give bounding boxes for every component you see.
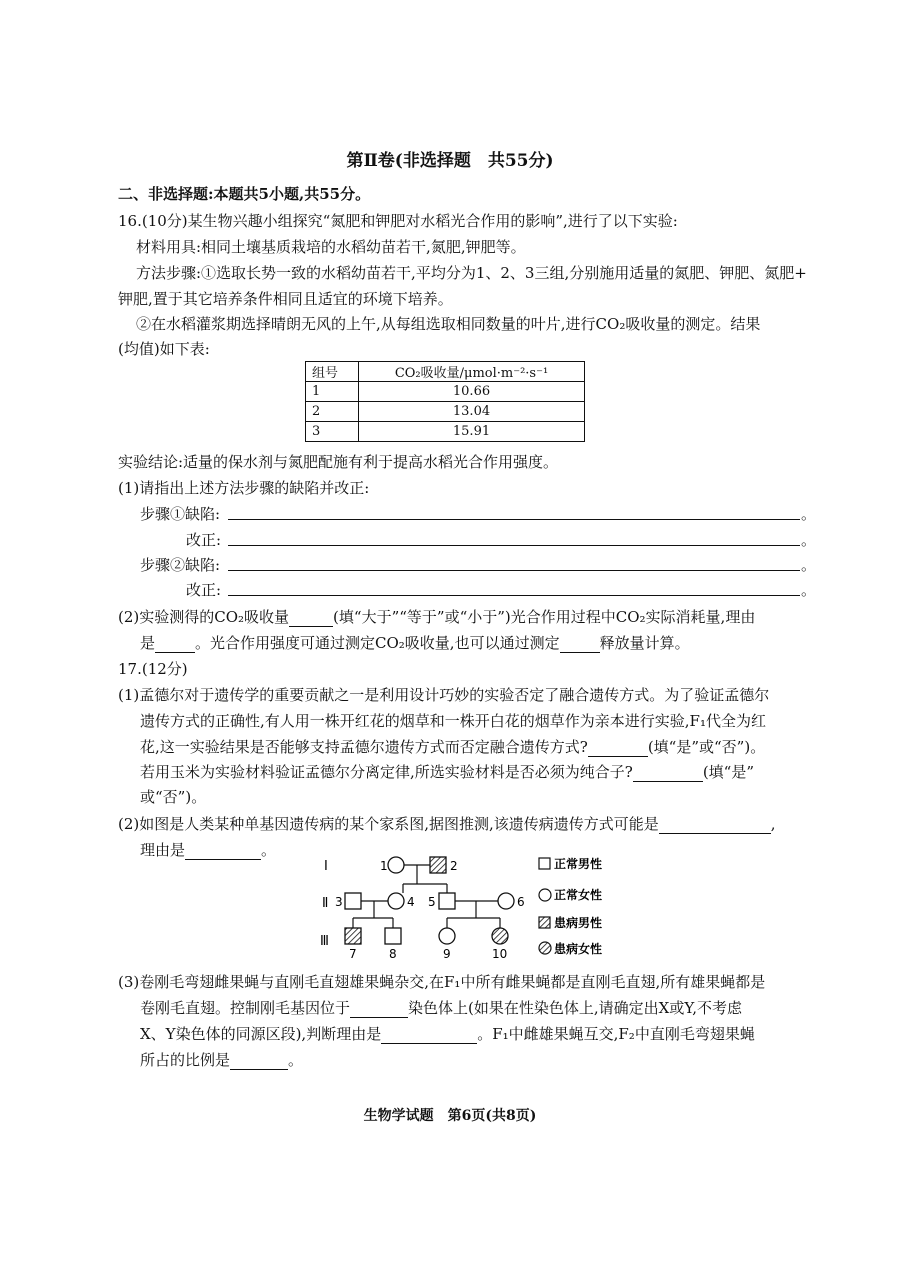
table-row [306, 382, 585, 402]
q16-intro: 16.(10分)某生物兴趣小组探究“氮肥和钾肥对水稻光合作用的影响”,进行了以下实验: [118, 212, 678, 230]
q17-p1-line4 [140, 761, 754, 782]
individual-number: 3 [335, 895, 343, 909]
q16-sub2-text: 。光合作用强度可通过测定CO₂吸收量,也可以通过测定 [195, 634, 560, 652]
q17-text: 所占的比例是 [140, 1051, 231, 1069]
answer-line[interactable] [228, 519, 800, 520]
answer-blank[interactable] [155, 637, 195, 653]
affected-male-symbol [430, 857, 446, 873]
normal-female-symbol [498, 893, 514, 909]
q17-text: (2)如图是人类某种单基因遗传病的某个家系图,据图推测,该遗传病遗传方式可能是 [118, 815, 659, 833]
step2-defect-label: 步骤②缺陷: [140, 556, 221, 574]
q16-sub1: (1)请指出上述方法步骤的缺陷并改正: [118, 479, 370, 497]
q17-intro: 17.(12分) [118, 660, 188, 678]
legend-label: 正常女性 [554, 888, 603, 902]
q17-p1-line2: 遗传方式的正确性,有人用一株开红花的烟草和一株开白花的烟草作为亲本进行实验,F₁代全为红 [140, 712, 766, 730]
individual-number: 1 [380, 859, 388, 873]
q17-text: 。F₁中雌雄果蝇互交,F₂中直刚毛弯翅果蝇 [477, 1025, 755, 1043]
answer-blank[interactable] [633, 766, 703, 782]
individual-number: 8 [389, 947, 397, 961]
q17-p2-line2 [140, 839, 276, 860]
q17-text: 。 [261, 841, 277, 859]
individual-number: 7 [349, 947, 357, 961]
period: 。 [801, 581, 817, 599]
q16-method-1b: 钾肥,置于其它培养条件相同且适宜的环境下培养。 [118, 290, 453, 308]
affected-male-symbol [345, 928, 361, 944]
part-header: 二、非选择题:本题共5小题,共55分。 [118, 185, 371, 203]
individual-number: 2 [450, 859, 458, 873]
legend-label: 患病女性 [554, 942, 603, 956]
step2-fix-label: 改正: [186, 581, 222, 599]
q16-method-2a: ②在水稻灌浆期选择晴朗无风的上午,从每组选取相同数量的叶片,进行CO₂吸收量的测定。结果 [136, 315, 761, 333]
q17-text: 若用玉米为实验材料验证孟德尔分离定律,所选实验材料是否必须为纯合子? [140, 763, 633, 781]
q16-conclusion: 实验结论:适量的保水剂与氮肥配施有利于提高水稻光合作用强度。 [118, 453, 559, 471]
q17-p3-line2 [140, 997, 742, 1018]
q16-sub2-text: 释放量计算。 [599, 634, 690, 652]
q17-p3-line3 [140, 1023, 755, 1044]
q17-text: 卷刚毛直翅。控制刚毛基因位于 [140, 999, 351, 1017]
q17-p1-line3 [140, 736, 765, 757]
q17-p3-line4 [140, 1049, 303, 1070]
q17-p1-line1: (1)孟德尔对于遗传学的重要贡献之一是利用设计巧妙的实验否定了融合遗传方式。为了验证孟德尔 [118, 686, 770, 704]
q16-sub2-line1 [118, 606, 755, 627]
table-cell: 15.91 [359, 422, 585, 442]
table-cell: 2 [306, 402, 359, 422]
period: 。 [801, 556, 817, 574]
answer-blank[interactable] [588, 741, 648, 757]
individual-number: 9 [443, 947, 451, 961]
answer-line[interactable] [228, 570, 800, 571]
q17-text: 染色体上(如果在性染色体上,请确定出X或Y,不考虑 [408, 999, 743, 1017]
answer-blank[interactable] [381, 1028, 477, 1044]
q16-sub2-text: (填“大于”“等于”或“小于”)光合作用过程中CO₂实际消耗量,理由 [333, 608, 756, 626]
normal-male-symbol [345, 893, 361, 909]
answer-blank[interactable] [289, 611, 333, 627]
answer-blank[interactable] [350, 1002, 408, 1018]
answer-line[interactable] [228, 545, 800, 546]
answer-blank[interactable] [659, 818, 771, 834]
normal-female-symbol [439, 928, 455, 944]
table-header-group: 组号 [306, 362, 359, 382]
q16-sub2-text: 是 [140, 634, 156, 652]
q16-method-1a: 方法步骤:①选取长势一致的水稻幼苗若干,平均分为1、2、3三组,分别施用适量的氮肥、钾肥、氮肥+ [136, 264, 807, 282]
table-cell: 10.66 [359, 382, 585, 402]
q17-p3-line1: (3)卷刚毛弯翅雌果蝇与直刚毛直翅雄果蝇杂交,在F₁中所有雌果蝇都是直刚毛直翅,所有雄果蝇都是 [118, 973, 766, 991]
table-row [306, 402, 585, 422]
individual-number: 10 [492, 947, 508, 961]
legend-affected-male-icon [539, 917, 550, 928]
period: 。 [801, 531, 817, 549]
answer-line[interactable] [228, 595, 800, 596]
affected-female-symbol [492, 928, 508, 944]
q17-text: 花,这一实验结果是否能够支持孟德尔遗传方式而否定融合遗传方式? [140, 738, 588, 756]
legend-affected-female-icon [539, 942, 551, 954]
normal-female-symbol [388, 857, 404, 873]
table-header-row [306, 362, 585, 382]
pedigree-diagram [300, 850, 620, 962]
pedigree-lines [353, 865, 500, 928]
generation-label: Ⅲ [320, 934, 329, 949]
answer-blank[interactable] [560, 637, 600, 653]
q17-text: 。 [288, 1051, 304, 1069]
individual-number: 5 [428, 895, 436, 909]
q16-materials: 材料用具:相同土壤基质栽培的水稻幼苗若干,氮肥,钾肥等。 [136, 238, 526, 256]
table-cell: 3 [306, 422, 359, 442]
normal-male-symbol [439, 893, 455, 909]
table-header-co2: CO₂吸收量/μmol·m⁻²·s⁻¹ [359, 362, 585, 382]
q17-text: 理由是 [140, 841, 186, 859]
normal-female-symbol [388, 893, 404, 909]
step1-fix-label: 改正: [186, 531, 222, 549]
page-footer: 生物学试题 第6页(共8页) [363, 1108, 537, 1124]
q17-p2-line1 [118, 813, 776, 834]
legend-label: 正常男性 [554, 857, 603, 871]
step1-defect-label: 步骤①缺陷: [140, 505, 221, 523]
generation-label: Ⅱ [322, 896, 329, 911]
individual-number: 4 [407, 895, 415, 909]
q16-sub2-text: (2)实验测得的CO₂吸收量 [118, 608, 290, 626]
table-cell: 1 [306, 382, 359, 402]
legend-label: 患病男性 [554, 916, 603, 930]
table-cell: 13.04 [359, 402, 585, 422]
table-row [306, 422, 585, 442]
individual-number: 6 [517, 895, 525, 909]
q17-text: , [770, 815, 776, 833]
q16-sub2-line2 [140, 632, 690, 653]
normal-male-symbol [385, 928, 401, 944]
q17-text: (填“是”或“否”)。 [647, 738, 766, 756]
legend-normal-female-icon [539, 889, 551, 901]
q17-p1-line5: 或“否”)。 [140, 788, 207, 806]
co2-table [305, 361, 585, 442]
answer-blank[interactable] [230, 1054, 288, 1070]
q17-text: X、Y染色体的同源区段),判断理由是 [140, 1025, 382, 1043]
period: 。 [801, 505, 817, 523]
q16-method-2b: (均值)如下表: [118, 340, 210, 358]
section-title: 第Ⅱ卷(非选择题 共55分) [346, 151, 554, 171]
q17-text: (填“是” [702, 763, 755, 781]
answer-blank[interactable] [185, 844, 261, 860]
legend-normal-male-icon [539, 858, 550, 869]
generation-label: Ⅰ [324, 859, 328, 874]
